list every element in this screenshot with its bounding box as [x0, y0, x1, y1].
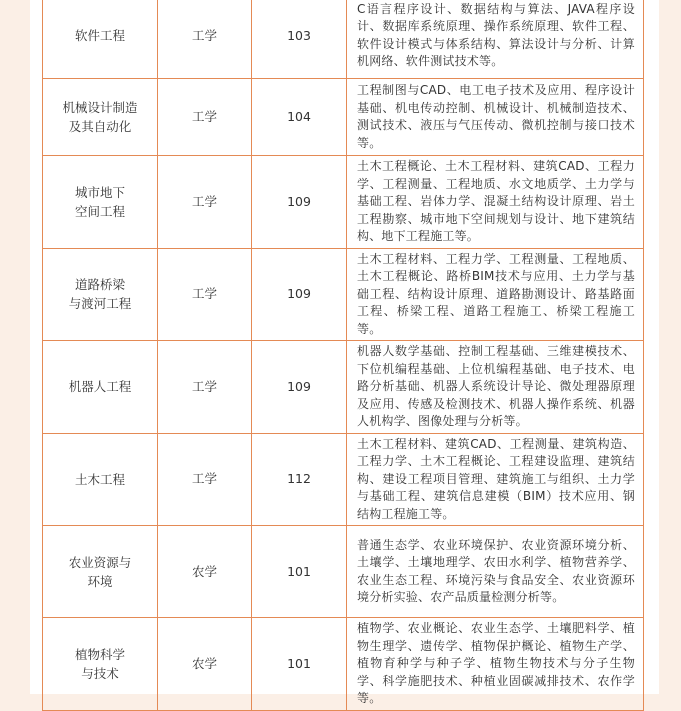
- table-row: [43, 0, 644, 79]
- major-name-cell: [43, 248, 158, 341]
- major-name-line: 城市地下: [74, 184, 125, 200]
- courses-cell: 机器人数学基础、控制工程基础、三维建模技术、下位机编程基础、上位机编程基础、电子技术、电路分析基础、机器人系统设计导论、微处理器原理及应用、传感及检测技术、机器人操作系统、机器人机构学、图像处理与分析等。: [347, 341, 644, 434]
- code-cell: 109: [252, 156, 347, 249]
- table-row: [43, 341, 644, 434]
- major-name-line: 及其自动化: [68, 119, 132, 134]
- courses-cell: 植物学、农业概论、农业生态学、土壤肥料学、植物生理学、遗传学、植物保护概论、植物生产学、植物育种学与种子学、植物生物技术与分子生物学、科学施肥技术、种植业固碳减排技术、农作学等。: [347, 618, 644, 711]
- major-name-line: 机械设计制造: [62, 100, 138, 115]
- table-row: [43, 79, 644, 156]
- major-name-line: 与渡河工程: [68, 296, 132, 312]
- major-name-cell: [43, 0, 158, 79]
- courses-cell: 土木工程材料、建筑CAD、工程测量、建筑构造、工程力学、土木工程概论、工程建设监理、建筑结构、建设工程项目管理、建筑施工与组织、土力学与基础工程、建筑信息建模（BIM）技术应用、钢结构工程施工等。: [347, 433, 644, 526]
- major-name-line: 与技术: [81, 666, 119, 681]
- major-name-line: 软件工程: [74, 28, 125, 43]
- code-cell: 112: [252, 433, 347, 526]
- major-name-cell: [43, 156, 158, 249]
- table-row: [43, 526, 644, 618]
- major-name-cell: [43, 79, 158, 156]
- table-row: [43, 618, 644, 711]
- code-cell: 101: [252, 618, 347, 711]
- category-cell: 农学: [158, 526, 252, 618]
- major-name-line: 植物科学: [74, 647, 125, 662]
- code-cell: 101: [252, 526, 347, 618]
- code-cell: 109: [252, 341, 347, 434]
- major-name-cell: [43, 433, 158, 526]
- major-name-line: 空间工程: [74, 203, 125, 219]
- courses-cell: 工程制图与CAD、电工电子技术及应用、程序设计基础、机电传动控制、机械设计、机械制造技术、测试技术、液压与气压传动、微机控制与接口技术等。: [347, 79, 644, 156]
- courses-cell: 土木工程概论、土木工程材料、建筑CAD、工程力学、工程测量、工程地质、水文地质学、土力学与基础工程、岩体力学、混凝土结构设计原理、岩土工程勘察、城市地下空间规划与设计、地下建筑结构、地下工程施工等。: [347, 156, 644, 249]
- category-cell: 工学: [158, 248, 252, 341]
- major-name-cell: [43, 526, 158, 618]
- major-name-line: 机器人工程: [68, 379, 132, 395]
- majors-table: [42, 0, 644, 711]
- majors-table-body: [43, 0, 644, 711]
- category-cell: 农学: [158, 618, 252, 711]
- side-stripe: [659, 0, 681, 694]
- courses-cell: C语言程序设计、数据结构与算法、JAVA程序设计、数据库系统原理、操作系统原理、软件工程、软件设计模式与体系结构、算法设计与分析、计算机网络、软件测试技术等。: [347, 0, 644, 79]
- category-cell: 工学: [158, 433, 252, 526]
- code-cell: 109: [252, 248, 347, 341]
- major-name-line: 道路桥梁: [74, 277, 125, 293]
- major-name-cell: [43, 341, 158, 434]
- table-row: [43, 248, 644, 341]
- table-row: [43, 433, 644, 526]
- major-name-line: 农业资源与: [68, 554, 132, 570]
- category-cell: 工学: [158, 156, 252, 249]
- table-row: [43, 156, 644, 249]
- major-name-cell: [43, 618, 158, 711]
- category-cell: 工学: [158, 0, 252, 79]
- courses-cell: 土木工程材料、工程力学、工程测量、工程地质、土木工程概论、路桥BIM技术与应用、土力学与基础工程、结构设计原理、道路勘测设计、路基路面工程、桥梁工程、道路工程施工、桥梁工程施工等。: [347, 248, 644, 341]
- code-cell: 104: [252, 79, 347, 156]
- major-name-line: 土木工程: [74, 471, 125, 487]
- category-cell: 工学: [158, 79, 252, 156]
- category-cell: 工学: [158, 341, 252, 434]
- code-cell: 103: [252, 0, 347, 79]
- courses-cell: 普通生态学、农业环境保护、农业资源环境分析、土壤学、土壤地理学、农田水利学、植物营养学、农业生态工程、环境污染与食品安全、农业资源环境分析实验、农产品质量检测分析等。: [347, 526, 644, 618]
- major-name-line: 环境: [87, 573, 113, 589]
